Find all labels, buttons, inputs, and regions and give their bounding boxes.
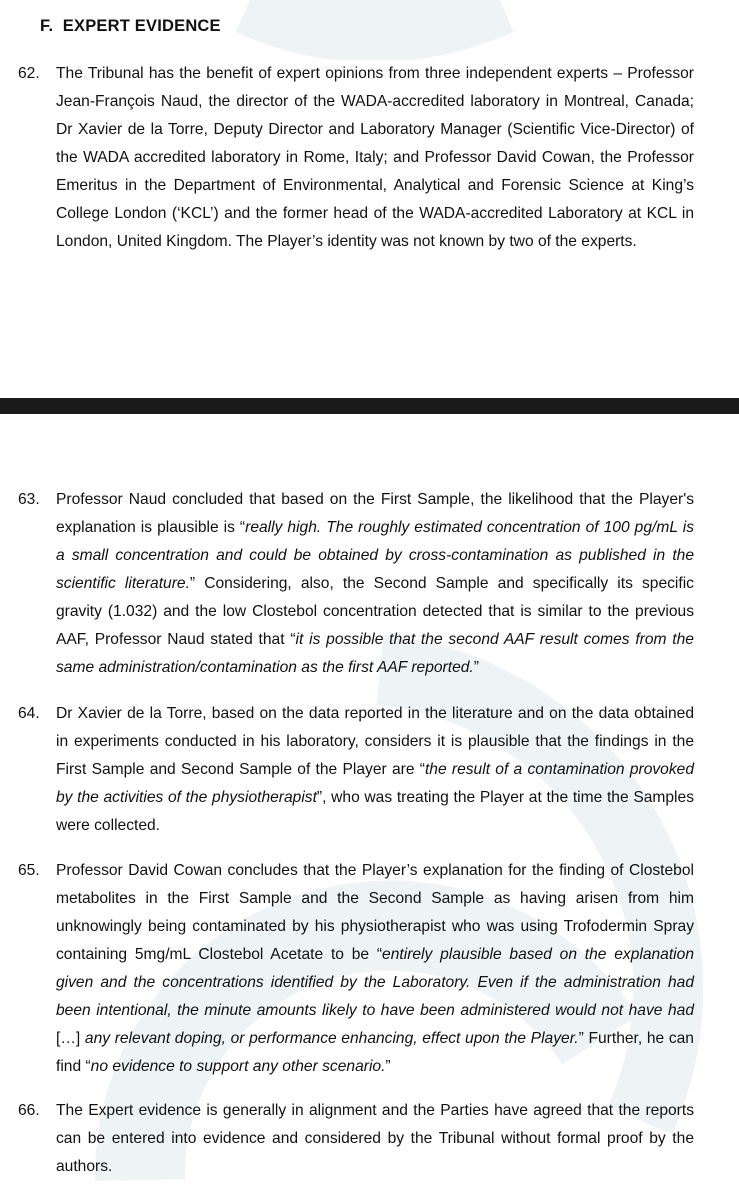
paragraph-number: 62. xyxy=(18,65,40,82)
paragraph-number: 66. xyxy=(18,1102,40,1119)
paragraph-text xyxy=(56,857,694,1081)
text-segment: ” Considering, also, the Second Sample and specifically its specific gravity (1.032) and the low Clostebol concentration detected that is similar to the previous AAF, Professor Naud stated that “ xyxy=(56,575,694,648)
text-segment: […] xyxy=(56,1030,81,1047)
text-segment: The Tribunal has the benefit of expert opinions from three independent experts – Professor Jean-François Naud, the director of the WADA-accredited laboratory in Montreal, Canada; Dr Xavier de la Torre, Deputy Director and Laboratory Manager (Scientific Vice-Director) of the WADA accredited laboratory in Rome, Italy; and Professor David Cowan, the Professor Emeritus in the Department of Environmental, Analytical and Forensic Science at King’s College London (‘KCL’) and the former head of the WADA-accredited Laboratory at KCL in London, United Kingdom. The Player’s identity was not known by two of the experts. xyxy=(56,65,694,250)
paragraph-62 xyxy=(18,60,694,256)
text-segment: Dr Xavier de la Torre, based on the data reported in the literature and on the data obtained in experiments conducted in his laboratory, considers it is plausible that the findings in the First Sample and Second Sample of the Player are “ xyxy=(56,705,694,778)
paragraph-65 xyxy=(18,857,694,1081)
page-divider xyxy=(0,398,739,414)
paragraph-64 xyxy=(18,700,694,840)
text-segment: ” Further, he can find “ xyxy=(56,1030,694,1075)
paragraph-63 xyxy=(18,486,694,682)
paragraph-number: 63. xyxy=(18,491,40,508)
section-heading: F. EXPERT EVIDENCE xyxy=(40,17,221,35)
paragraph-text xyxy=(56,60,694,256)
paragraph-text xyxy=(56,486,694,682)
text-segment: ” xyxy=(385,1058,391,1075)
quoted-segment: it is possible that the second AAF result comes from the same administration/contamination as the first AAF reported. xyxy=(56,631,694,676)
paragraph-number: 64. xyxy=(18,705,40,722)
quoted-segment: any relevant doping, or performance enhancing, effect upon the Player. xyxy=(80,1030,579,1047)
paragraph-text xyxy=(56,700,694,840)
text-segment: Professor David Cowan concludes that the Player’s explanation for the finding of Clostebol metabolites in the First Sample and the Second Sample as having arisen from him unknowingly being contaminated by his physiotherapist who was using Trofodermin Spray containing 5mg/mL Clostebol Acetate to be “ xyxy=(56,862,694,963)
text-segment: ” xyxy=(473,659,479,676)
quoted-segment: really high. The roughly estimated concentration of 100 pg/mL is a small concentration and could be obtained by cross-contamination as published in the scientific literature. xyxy=(56,519,694,592)
quoted-segment: the result of a contamination provoked by the activities of the physiotherapist xyxy=(56,761,694,806)
text-segment: ”, who was treating the Player at the time the Samples were collected. xyxy=(56,789,694,834)
paragraph-number: 65. xyxy=(18,862,40,879)
text-segment: The Expert evidence is generally in alignment and the Parties have agreed that the reports can be entered into evidence and considered by the Tribunal without formal proof by the authors. xyxy=(56,1102,694,1175)
text-segment: Professor Naud concluded that based on the First Sample, the likelihood that the Player's explanation is plausible is “ xyxy=(56,491,694,536)
paragraph-text xyxy=(56,1097,694,1181)
paragraph-66 xyxy=(18,1097,694,1181)
quoted-segment: entirely plausible based on the explanation given and the concentrations identified by the Laboratory. Even if the administration had been intentional, the minute amounts likely to have been administered would not have had xyxy=(56,946,694,1019)
quoted-segment: no evidence to support any other scenario. xyxy=(90,1058,386,1075)
